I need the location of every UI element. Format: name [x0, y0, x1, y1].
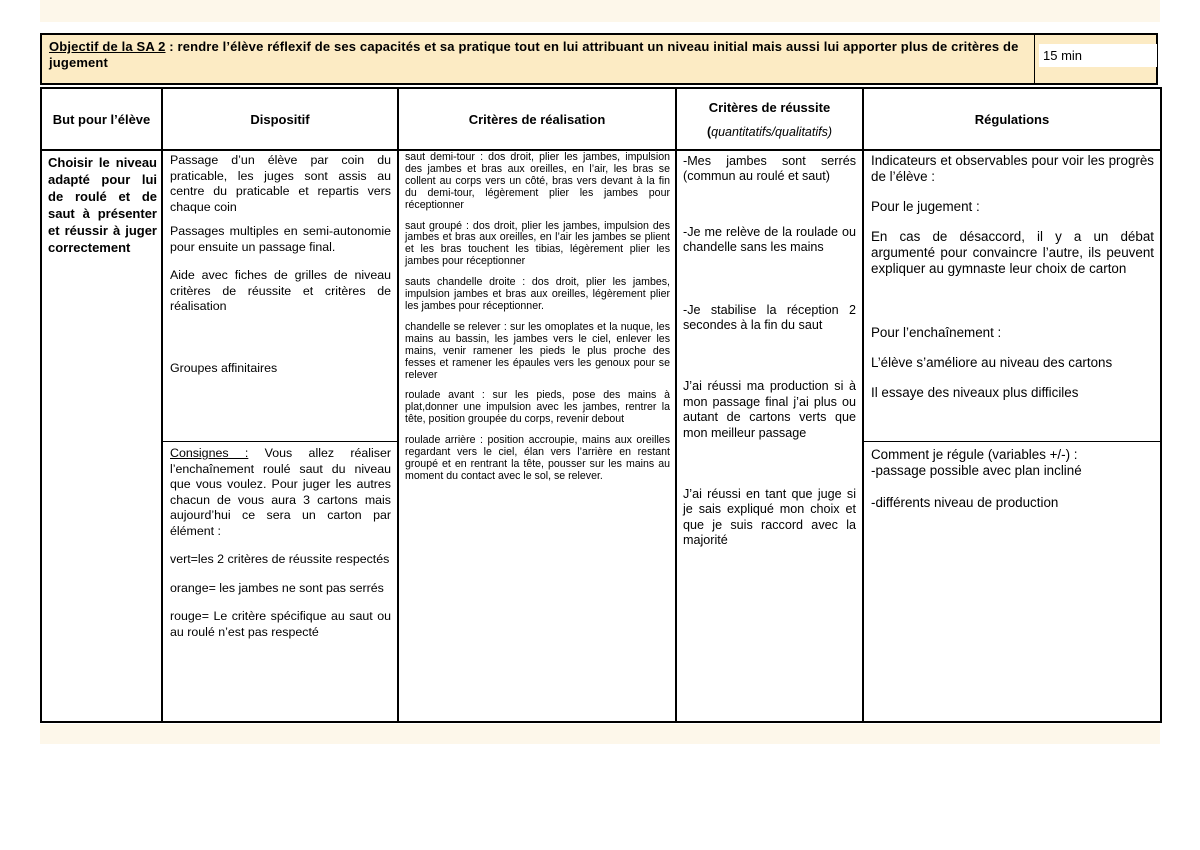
top-band — [40, 0, 1160, 22]
col-header-regulations: Régulations — [863, 88, 1161, 150]
card-green: vert=les 2 critères de réussite respectés — [170, 552, 390, 566]
criterion-item: roulade avant : sur les pieds, pose des mains à plat,donner une impulsion avec les jambes, rentrer la tête, position groupée du corps, revenir debout — [405, 389, 670, 426]
realisation-list — [399, 151, 675, 483]
consignes-label: Consignes : — [170, 446, 249, 460]
regulation-text: Il essaye des niveaux plus difficiles — [871, 385, 1079, 400]
objective-text: : rendre l’élève réflexif de ses capacités et sa pratique tout en lui attribuant un niveau initial mais aussi lui apporter plus de critères de jugement — [49, 39, 1019, 70]
dispositif-paragraph: Groupes affinitaires — [170, 360, 278, 375]
col-header-realisation: Critères de réalisation — [398, 88, 676, 150]
col-header-reussite — [676, 88, 863, 150]
consignes-text: Vous allez réaliser l’enchaînement roulé saut du niveau que vous voulez. Pour juger les autres chacun de vous aura 3 cartons mais aujourd’hui ce sera un carton par élément : — [170, 446, 391, 538]
duration-value: 15 min — [1039, 44, 1157, 67]
regulation-text: Pour le jugement : — [871, 199, 980, 214]
regulation-text: L’élève s’améliore au niveau des cartons — [871, 355, 1113, 370]
table-header-row — [41, 88, 1161, 150]
criterion-item: saut demi-tour : dos droit, plier les jambes, impulsion des jambes et bras aux oreilles, en l’air, les bras se collent au corps vers un côté, bras vers devant à la fin du demi-tour, légèrement plier les jambes pour réceptionner — [405, 151, 670, 211]
reussite-title: Critères de réussite — [708, 99, 831, 115]
bottom-band — [40, 724, 1160, 744]
but-cell — [41, 150, 162, 722]
regulations-cell — [863, 150, 1161, 722]
card-orange: orange= les jambes ne sont pas serrés — [170, 580, 384, 595]
regulation-text: -passage possible avec plan incliné — [871, 463, 1082, 478]
criterion-item: roulade arrière : position accroupie, mains aux oreilles regardant vers le ciel, élan vers l’arrière en restant groupé et en rentrant la tête, pousser sur les mains au moment du contact avec le sol, se relever. — [405, 434, 670, 482]
regulations-variables — [864, 442, 1160, 511]
dispositif-paragraph: Passage d’un élève par coin du praticable, les juges sont assis au centre du praticable et repartis vers chaque coin — [170, 153, 391, 214]
dispositif-paragraph: Aide avec fiches de grilles de niveau critères de réussite et critères de réalisation — [170, 268, 391, 313]
dispositif-setup — [163, 151, 397, 442]
success-criterion: -Mes jambes sont serrés (commun au roulé et saut) — [683, 154, 856, 184]
criterion-item: chandelle se relever : sur les omoplates et la nuque, les mains au bassin, les jambes vers le ciel, enlever les mains, venir ramener les pieds le plus proche des fesses et ramener les épaules vers les genoux pour se relever — [405, 320, 670, 381]
reussite-cell — [676, 150, 863, 722]
success-criterion: J’ai réussi en tant que juge si je sais expliqué mon choix et que je suis raccord avec la majorité — [683, 487, 856, 548]
objective-header — [40, 33, 1158, 85]
duration-cell — [1034, 35, 1159, 83]
session-table — [40, 87, 1162, 723]
table-body-row — [41, 150, 1161, 722]
regulation-text: Pour l’enchaînement : — [871, 325, 1002, 340]
dispositif-paragraph: Passages multiples en semi-autonomie pour ensuite un passage final. — [170, 224, 391, 254]
regulations-indicators — [864, 151, 1160, 442]
realisation-cell — [398, 150, 676, 722]
regulation-text: -différents niveau de production — [871, 495, 1059, 510]
card-red: rouge= Le critère spécifique au saut ou au roulé n’est pas respecté — [170, 609, 391, 639]
criterion-item: sauts chandelle droite : dos droit, plier les jambes, impulsion jambes et bras aux oreilles, légèrement plier les jambes pour réceptionner. — [405, 276, 670, 312]
success-criterion: J’ai réussi ma production si à mon passage final j’ai plus ou autant de cartons verts que mon meilleur passage — [683, 379, 856, 440]
reussite-list — [677, 151, 862, 549]
dispositif-cell — [162, 150, 398, 722]
col-header-dispositif: Dispositif — [162, 88, 398, 150]
regulation-text: En cas de désaccord, il y a un débat argumenté pour convaincre l’autre, ils peuvent expliquer au gymnaste leur choix de carton — [871, 229, 1154, 276]
objective-statement — [49, 39, 1027, 71]
criterion-item: saut groupé : dos droit, plier les jambes, impulsion des jambes et bras aux oreilles, en l’air les jambes se plient et les bras touchent les tibias, légèrement plier les jambes pour réceptionner — [405, 219, 670, 268]
goal-text: Choisir le niveau adapté pour lui de roulé et de saut à présenter et réussir à juger correctement — [48, 155, 157, 255]
success-criterion: -Je me relève de la roulade ou chandelle sans les mains — [683, 224, 856, 255]
regulation-text: Indicateurs et observables pour voir les progrès de l’élève : — [871, 153, 1154, 184]
consignes-block — [163, 442, 397, 640]
col-header-but: But pour l’élève — [41, 88, 162, 150]
regulation-text: Comment je régule (variables +/-) : — [871, 447, 1078, 462]
reussite-subtitle: (quantitatifs/qualitatifs) — [706, 124, 833, 139]
success-criterion: -Je stabilise la réception 2 secondes à la fin du saut — [683, 302, 856, 333]
objective-title: Objectif de la SA 2 — [49, 39, 166, 54]
consignes-paragraph — [170, 446, 391, 539]
